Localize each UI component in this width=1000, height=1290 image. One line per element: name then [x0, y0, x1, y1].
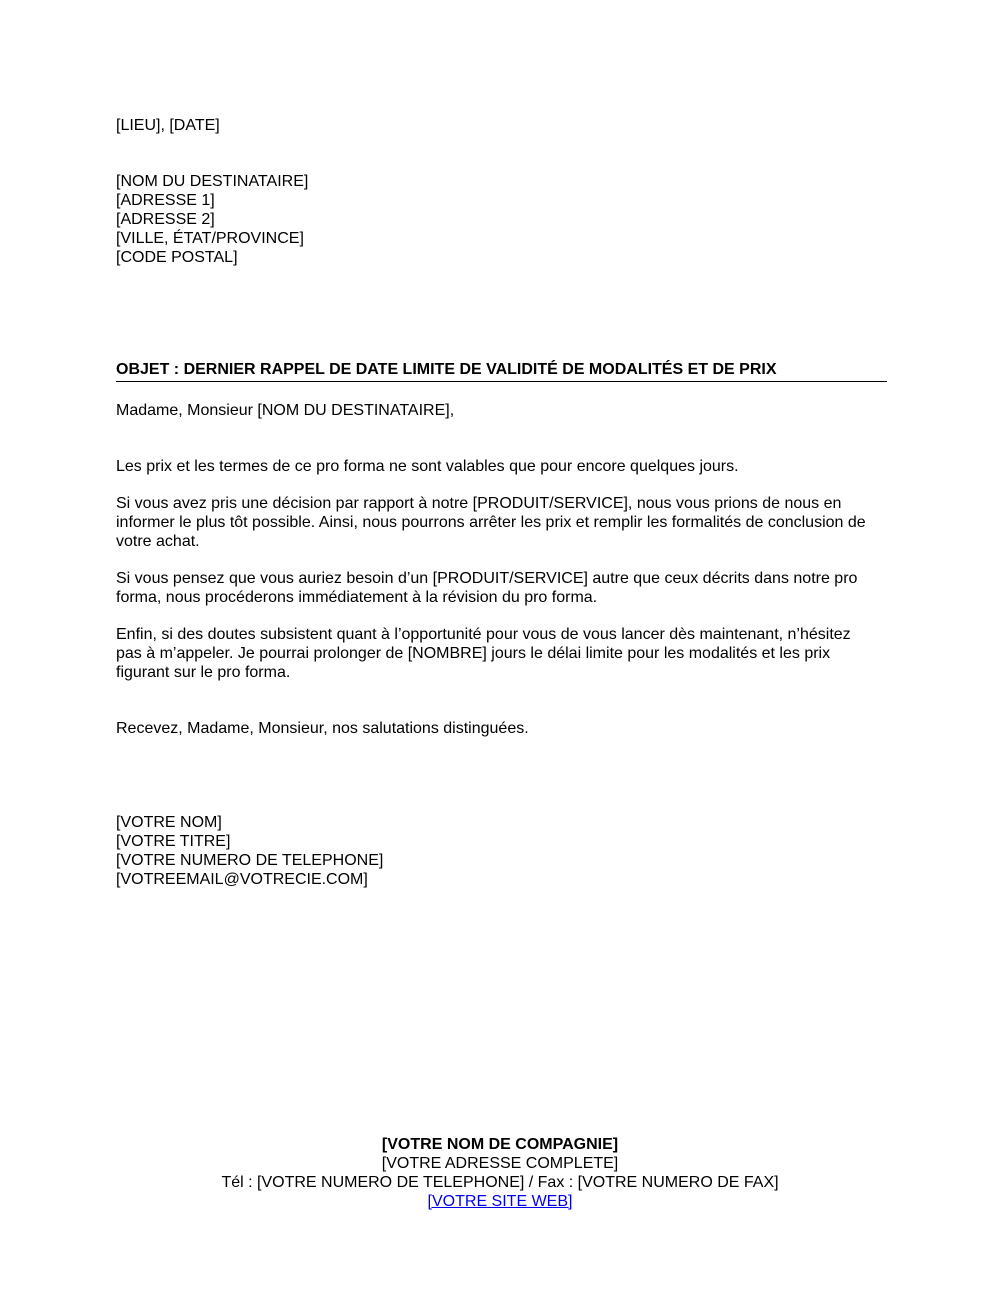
paragraph-1-line: Les prix et les termes de ce pro forma ne sont valables que pour encore quelques jours.: [116, 458, 739, 475]
footer-website-link[interactable]: [VOTRE SITE WEB]: [427, 1193, 573, 1210]
paragraph-3-line: forma, nous procéderons immédiatement à la révision du pro forma.: [116, 589, 598, 606]
footer-address: [VOTRE ADRESSE COMPLETE]: [381, 1155, 619, 1172]
footer-company: [VOTRE NOM DE COMPAGNIE]: [381, 1136, 619, 1153]
paragraph-4-line: pas à m’appeler. Je pourrai prolonger de [NOMBRE] jours le délai limite pour les modalités et les prix: [116, 645, 831, 662]
subject-line: OBJET : DERNIER RAPPEL DE DATE LIMITE DE VALIDITÉ DE MODALITÉS ET DE PRIX: [116, 360, 887, 382]
footer-contact: Tél : [VOTRE NUMERO DE TELEPHONE] / Fax : [VOTRE NUMERO DE FAX]: [221, 1174, 779, 1191]
paragraph-3-line: Si vous pensez que vous auriez besoin d’un [PRODUIT/SERVICE] autre que ceux décrits dans notre pro: [116, 570, 858, 587]
paragraph-2-line: votre achat.: [116, 533, 200, 550]
paragraph-2-line: Si vous avez pris une décision par rapport à notre [PRODUIT/SERVICE], nous vous prions de nous en: [116, 495, 842, 512]
signature-email: [VOTREEMAIL@VOTRECIE.COM]: [116, 871, 368, 888]
signature-phone: [VOTRE NUMERO DE TELEPHONE]: [116, 852, 384, 869]
signature-name: [VOTRE NOM]: [116, 814, 222, 831]
closing: Recevez, Madame, Monsieur, nos salutations distinguées.: [116, 720, 529, 737]
place-date: [LIEU], [DATE]: [116, 117, 220, 134]
recipient-postal-code: [CODE POSTAL]: [116, 249, 238, 266]
salutation: Madame, Monsieur [NOM DU DESTINATAIRE],: [116, 402, 455, 419]
recipient-city-state: [VILLE, ÉTAT/PROVINCE]: [116, 230, 304, 247]
paragraph-2-line: informer le plus tôt possible. Ainsi, nous pourrons arrêter les prix et remplir les formalités de conclusion de: [116, 514, 866, 531]
paragraph-4-line: figurant sur le pro forma.: [116, 664, 291, 681]
paragraph-4-line: Enfin, si des doutes subsistent quant à l’opportunité pour vous de vous lancer dès maintenant, n’hésitez: [116, 626, 851, 643]
recipient-address1: [ADRESSE 1]: [116, 192, 215, 209]
recipient-address2: [ADRESSE 2]: [116, 211, 215, 228]
recipient-name: [NOM DU DESTINATAIRE]: [116, 173, 309, 190]
signature-title: [VOTRE TITRE]: [116, 833, 231, 850]
